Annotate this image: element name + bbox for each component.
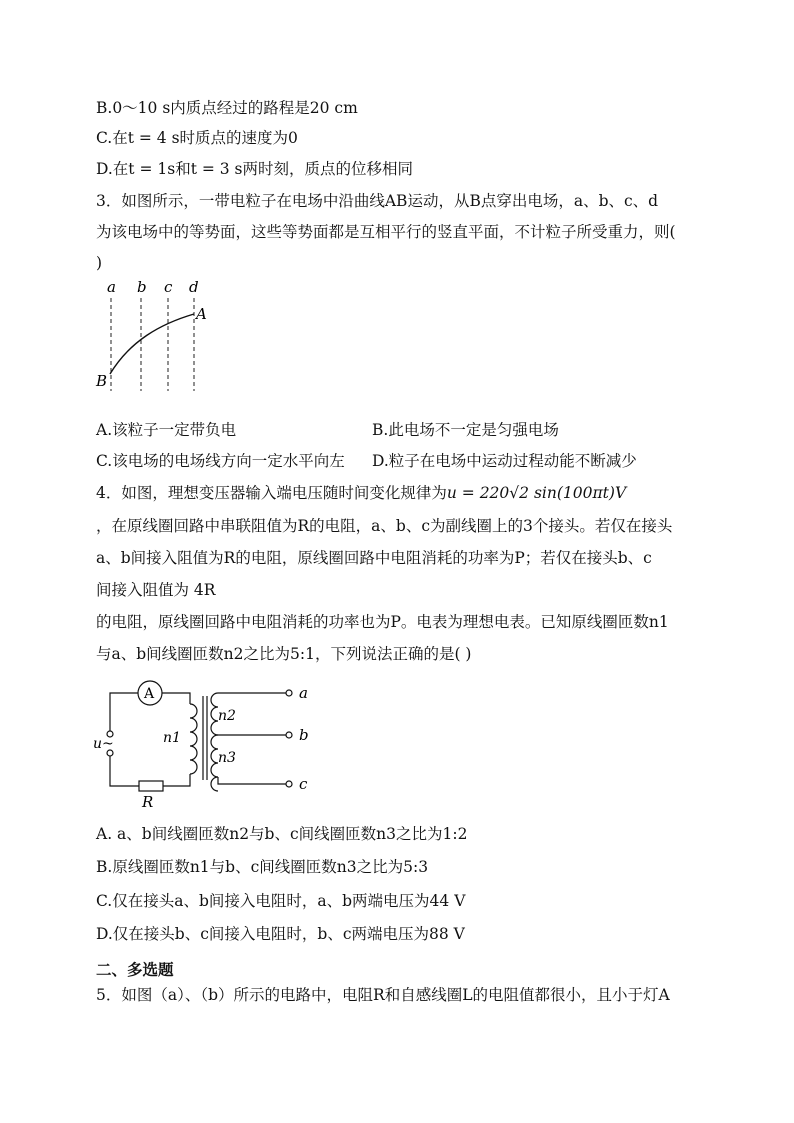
point-a-label: A [196,305,207,323]
resistor-r [139,781,163,791]
q4-option-b: B.原线圈匝数n1与b、c间线圈匝数n3之比为5:3 [96,858,429,876]
secondary-coil-n2 [211,693,218,735]
plane-label-a: a [107,278,116,296]
q4-option-d: D.仅在接头b、c间接入电阻时，b、c两端电压为88 V [96,925,465,943]
terminal-a [286,690,292,696]
primary-turns-label: n1 [163,730,181,746]
ammeter-label: A [144,686,155,702]
q4-stem-line3: a、b间接入阻值为R的电阻，原线圈回路中电阻消耗的功率为P；若仅在接头b、c [96,549,652,567]
point-b-label: B [96,372,108,390]
q2-option-b: B.0～10 s内质点经过的路程是20 cm [96,99,358,117]
secondary-turns-n3-label: n3 [218,750,236,766]
secondary-wire-c [218,777,286,784]
q3-option-row2 [96,451,637,471]
q4-voltage-formula: u = 220√2 sin(100πt)V [446,484,627,502]
q3-option-b: B.此电场不一定是匀强电场 [372,421,559,439]
terminal-c-label: c [299,775,308,793]
q2-option-c: C.在t = 4 s时质点的速度为0 [96,129,298,147]
section-title: 二、多选题 [96,961,174,979]
terminal-c [286,781,292,787]
secondary-turns-n2-label: n2 [218,708,236,724]
q3-equipotential-figure [90,276,220,396]
q3-stem-line2: 为该电场中的等势面，这些等势面都是互相平行的竖直平面，不计粒子所受重力，则( [96,223,676,241]
q4-option-c: C.仅在接头a、b间接入电阻时，a、b两端电压为44 V [96,892,466,910]
plane-label-b: b [137,278,147,296]
primary-wire-top-left [110,693,138,731]
secondary-coil-n3 [211,735,218,791]
trajectory-curve [110,314,194,374]
q2-option-d: D.在t = 1s和t = 3 s两时刻，质点的位移相同 [96,160,414,178]
primary-wire-top-right [162,693,190,704]
q4-transformer-circuit [90,676,330,816]
q3-stem-line3: ) [96,254,103,272]
primary-wire-bottom-left [110,756,139,786]
q4-stem-line6: 与a、b间线圈匝数n2之比为5:1，下列说法正确的是( ) [96,645,472,663]
plane-label-d: d [189,278,199,296]
q5-stem-line1: 5．如图（a）、（b）所示的电路中，电阻R和自感线圈L的电阻值都很小，且小于灯A [96,986,670,1004]
q4-stem-line5: 的电阻，原线圈回路中电阻消耗的功率也为P。电表为理想电表。已知原线圈匝数n1 [96,613,669,631]
q3-option-row1 [96,420,559,440]
q4-stem-line1-text: 4．如图，理想变压器输入端电压随时间变化规律为 [96,484,447,502]
q3-stem-line1: 3．如图所示，一带电粒子在电场中沿曲线AB运动，从B点穿出电场，a、b、c、d [96,192,659,210]
primary-wire-bottom-right [163,774,190,786]
q3-option-d: D.粒子在电场中运动过程动能不断减少 [372,452,637,470]
resistor-label: R [142,793,154,811]
q4-stem-line4: 间接入阻值为 4R [96,581,216,599]
terminal-b-label: b [299,726,309,744]
q4-option-a: A. a、b间线圈匝数n2与b、c间线圈匝数n3之比为1:2 [96,825,468,843]
primary-coil [190,704,197,774]
plane-label-c: c [164,278,173,296]
q4-stem-line2: ，在原线圈回路中串联阻值为R的电阻，a、b、c为副线圈上的3个接头。若仅在接头 [96,517,673,535]
terminal-a-label: a [299,684,308,702]
source-label: u~ [93,736,114,752]
terminal-b [286,732,292,738]
q3-option-a: A.该粒子一定带负电 [96,421,237,439]
q4-stem-line1 [96,483,626,503]
q3-option-c: C.该电场的电场线方向一定水平向左 [96,452,345,470]
